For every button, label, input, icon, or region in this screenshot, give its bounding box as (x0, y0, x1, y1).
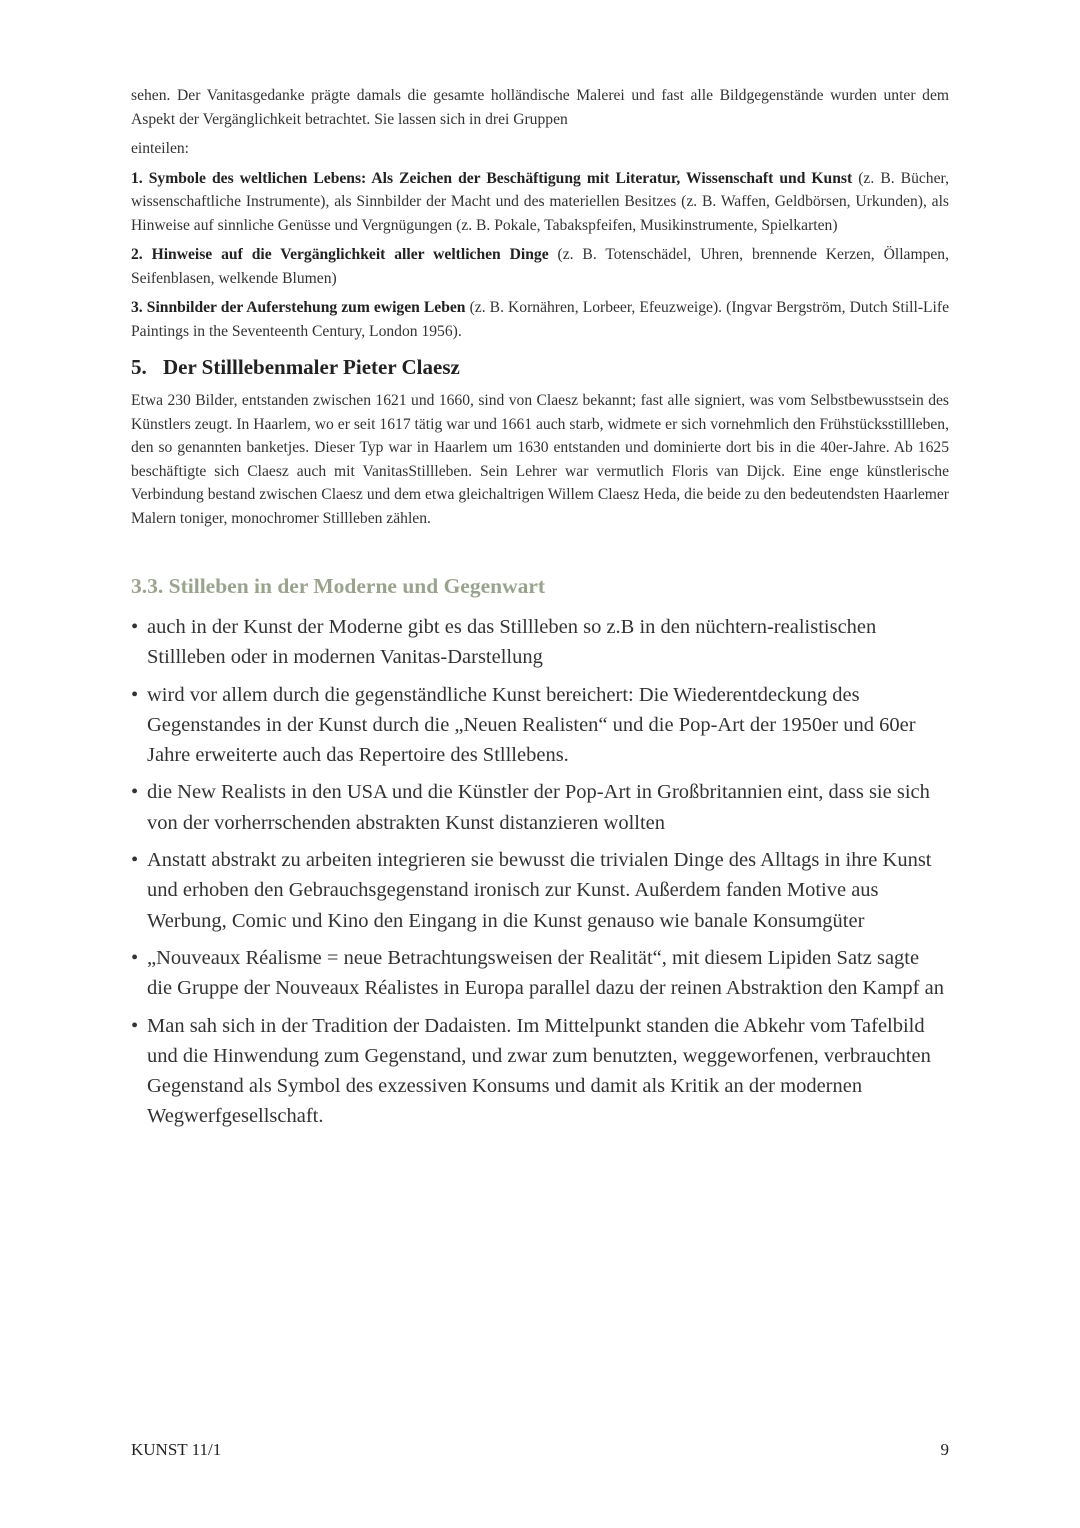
list-item (131, 612, 949, 673)
group-2-title: 2. Hinweise auf die Vergänglichkeit aller weltlichen Dinge (131, 246, 549, 263)
section-5-body: Etwa 230 Bilder, entstanden zwischen 1621 und 1660, sind von Claesz bekannt; fast alle signiert, was vom Selbstbewusstsein des Künstlers zeugt. In Haarlem, wo er seit 1617 tätig war und 1661 auch starb, widmete er sich vornehmlich den Frühstücksstillleben, den so genannten banketjes. Dieser Typ war in Haarlem um 1630 entstanden und dominierte dort bis in die 40er-Jahre. Ab 1625 beschäftigte sich Claesz auch mit VanitasStillleben. Sein Lehrer war vermutlich Floris van Dijck. Eine enge künstlerische Verbindung bestand zwischen Claesz und dem etwa gleichaltrigen Willem Claesz Heda, die beide zu den bedeutendsten Haarlemer Malern toniger, monochromer Stillleben zählen. (131, 392, 949, 527)
list-item-text: Anstatt abstrakt zu arbeiten integrieren sie bewusst die trivialen Dinge des Alltags in ihre Kunst und erhoben den Gebrauchsgegenstand ironisch zur Kunst. Außerdem fanden Motive aus Werbung, Comic und Kino den Eingang in die Kunst genauso wie banale Konsumgüter (147, 849, 932, 932)
list-item (131, 680, 949, 771)
group-3-paragraph (131, 296, 949, 343)
group-1-title: 1. Symbole des weltlichen Lebens: Als Zeichen der Beschäftigung mit Literatur, Wissenschaft und Kunst (131, 169, 853, 187)
section-5-heading (131, 354, 949, 380)
list-item-text: die New Realists in den USA und die Künstler der Pop-Art in Großbritannien eint, dass sie sich von der vorherrschenden abstrakten Kunst distanzieren wollten (147, 781, 930, 834)
section-3-3-bullet-list (131, 612, 949, 1132)
bullet-icon: • (131, 1014, 139, 1037)
document-page (131, 84, 949, 1139)
list-item (131, 777, 949, 838)
bullet-icon: • (131, 849, 139, 872)
list-item (131, 1011, 949, 1132)
intro-paragraph: sehen. Der Vanitasgedanke prägte damals die gesamte holländische Malerei und fast alle Bildgegenstände wurden unter dem Aspekt der Vergänglichkeit betrachtet. Sie lassen sich in drei Gruppen (131, 87, 949, 128)
list-item-text: auch in der Kunst der Moderne gibt es das Stillleben so z.B in den nüchtern-realistischen Stillleben oder in modernen Vanitas-Darstellung (147, 616, 877, 669)
list-item-text: Man sah sich in der Tradition der Dadaisten. Im Mittelpunkt standen die Abkehr vom Tafelbild und die Hinwendung zum Gegenstand, und zwar zum benutzten, weggeworfenen, verbrauchten Gegenstand als Symbol des exzessiven Konsums und damit als Kritik an der modernen Wegwerfgesellschaft. (147, 1014, 931, 1128)
list-item (131, 943, 949, 1004)
group-2-text: (z. B. Totenschädel, Uhren, brennende Kerzen, Öllampen, Seifenblasen, welkende Blumen) (131, 246, 949, 287)
bullet-icon: • (131, 616, 139, 638)
group-1-paragraph (131, 167, 949, 238)
group-2-paragraph (131, 243, 949, 290)
footer-course-label: KUNST 11/1 (131, 1440, 222, 1459)
list-item-text: „Nouveaux Réalisme = neue Betrachtungsweisen der Realität“, mit diesem Lipiden Satz sagte die Gruppe der Nouveaux Réalistes in Europa parallel dazu der reinen Abstraktion den Kampf an (147, 946, 944, 1000)
bullet-icon: • (131, 946, 139, 969)
section-5-number: 5. (131, 355, 147, 379)
list-item (131, 845, 949, 936)
group-1-text: (z. B. Bücher, wissenschaftliche Instrumente), als Sinnbilder der Macht und des materiellen Besitzes (z. B. Waffen, Geldbörsen, Urkunden), als Hinweise auf sinnliche Genüsse und Vergnügungen (z. B. Pokale, Tabakspfeifen, Musikinstrumente, Spielkarten) (131, 169, 949, 234)
bullet-icon: • (131, 781, 139, 804)
intro-continuation: einteilen: (131, 140, 190, 157)
page-footer (131, 1440, 949, 1460)
group-3-text: (z. B. Kornähren, Lorbeer, Efeuzweige). (Ingvar Bergström, Dutch Still-Life Paintings in the Seventeenth Century, London 1956). (131, 299, 949, 340)
section-5-title: Der Stilllebenmaler Pieter Claesz (163, 355, 460, 379)
group-3-title: 3. Sinnbilder der Auferstehung zum ewigen Leben (131, 299, 466, 316)
list-item-text: wird vor allem durch die gegenständliche Kunst bereichert: Die Wiederentdeckung des Gegenstandes in der Kunst durch die „Neuen Realisten“ und die Pop-Art der 1950er und 60er Jahre erweiterte auch das Repertoire des Stlllebens. (147, 683, 916, 767)
section-3-3-heading: 3.3. Stilleben in der Moderne und Gegenwart (131, 574, 546, 598)
bullet-icon: • (131, 683, 139, 706)
page-number: 9 (940, 1440, 949, 1459)
